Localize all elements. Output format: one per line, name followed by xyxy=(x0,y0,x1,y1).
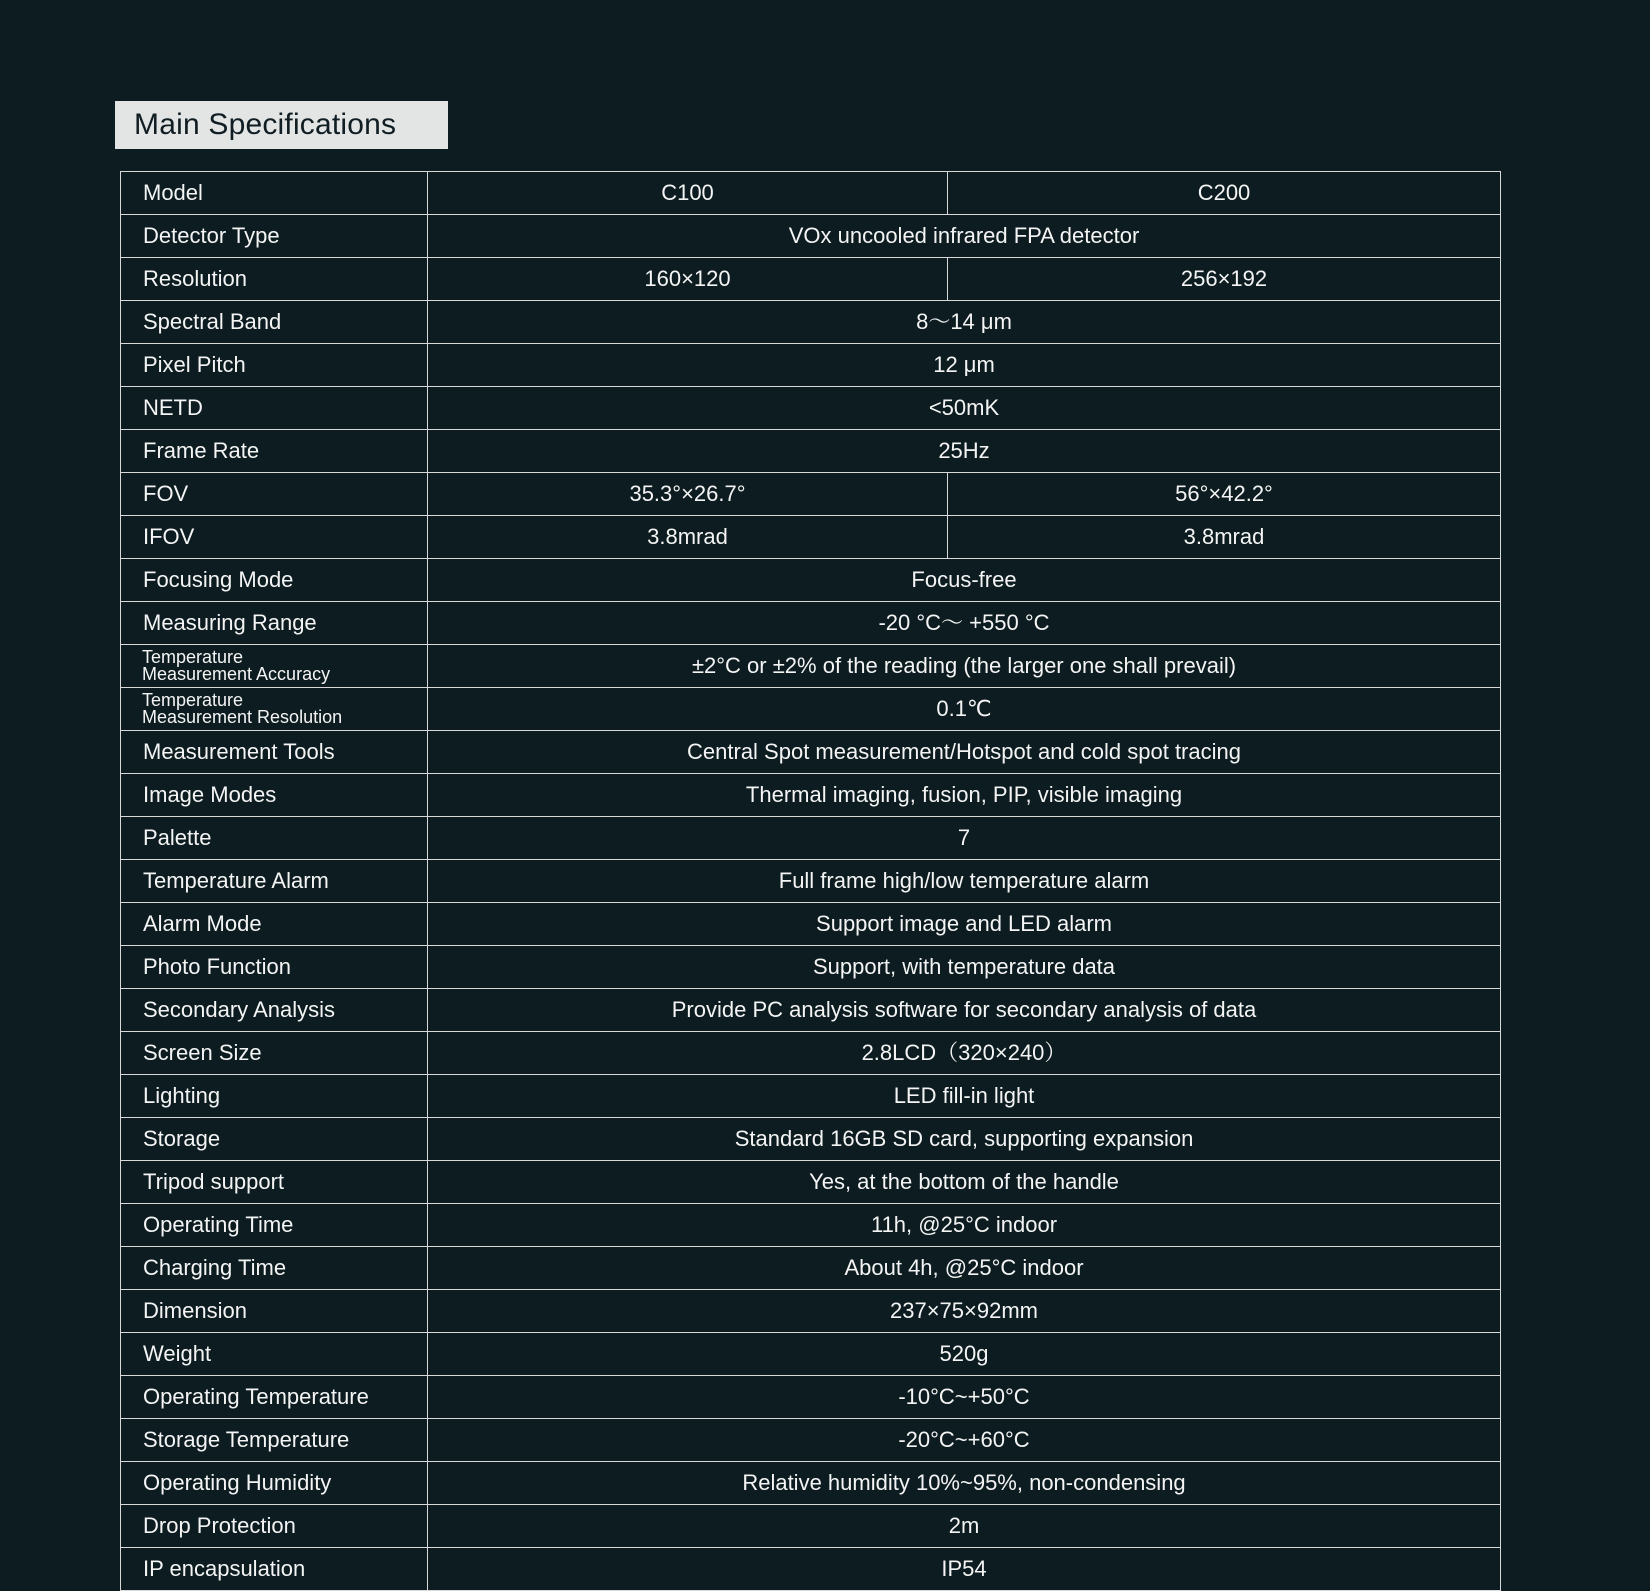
table-row-fov xyxy=(121,473,1501,516)
row-label: Spectral Band xyxy=(121,301,428,344)
row-value: Relative humidity 10%~95%, non-condensing xyxy=(428,1462,1501,1505)
row-value: IP54 xyxy=(428,1548,1501,1591)
table-row-weight xyxy=(121,1333,1501,1376)
table-row-ip-encapsulation xyxy=(121,1548,1501,1591)
row-label: Resolution xyxy=(121,258,428,301)
spec-table xyxy=(120,171,1501,1591)
row-label: Photo Function xyxy=(121,946,428,989)
table-row-detector-type xyxy=(121,215,1501,258)
row-value: Focus-free xyxy=(428,559,1501,602)
row-value: About 4h, @25°C indoor xyxy=(428,1247,1501,1290)
fov-c100: 35.3°×26.7° xyxy=(428,473,948,516)
row-value: 7 xyxy=(428,817,1501,860)
row-label: Tripod support xyxy=(121,1161,428,1204)
row-value: LED fill-in light xyxy=(428,1075,1501,1118)
row-label: Measuring Range xyxy=(121,602,428,645)
table-row-model xyxy=(121,172,1501,215)
table-row-image-modes xyxy=(121,774,1501,817)
table-row-tripod-support xyxy=(121,1161,1501,1204)
row-value: 12 μm xyxy=(428,344,1501,387)
row-value: 520g xyxy=(428,1333,1501,1376)
row-value: -20 °C～ +550 °C xyxy=(428,602,1501,645)
row-label: Dimension xyxy=(121,1290,428,1333)
row-value: VOx uncooled infrared FPA detector xyxy=(428,215,1501,258)
row-value: Support, with temperature data xyxy=(428,946,1501,989)
row-value: Full frame high/low temperature alarm xyxy=(428,860,1501,903)
row-label: Drop Protection xyxy=(121,1505,428,1548)
table-row-charging-time xyxy=(121,1247,1501,1290)
row-value: 2.8LCD（320×240） xyxy=(428,1032,1501,1075)
row-label: FOV xyxy=(121,473,428,516)
row-value: -20°C~+60°C xyxy=(428,1419,1501,1462)
row-label: Detector Type xyxy=(121,215,428,258)
row-value: 237×75×92mm xyxy=(428,1290,1501,1333)
row-value: <50mK xyxy=(428,387,1501,430)
row-label: Focusing Mode xyxy=(121,559,428,602)
row-label: Charging Time xyxy=(121,1247,428,1290)
page-title: Main Specifications xyxy=(134,108,397,141)
row-value: 11h, @25°C indoor xyxy=(428,1204,1501,1247)
row-label: IP encapsulation xyxy=(121,1548,428,1591)
row-value: Thermal imaging, fusion, PIP, visible imaging xyxy=(428,774,1501,817)
table-row-ifov xyxy=(121,516,1501,559)
row-label: Lighting xyxy=(121,1075,428,1118)
row-label: Storage xyxy=(121,1118,428,1161)
row-label-two-line xyxy=(121,688,428,731)
row-value: 0.1℃ xyxy=(428,688,1501,731)
table-row-secondary-analysis xyxy=(121,989,1501,1032)
table-row-temperature-alarm xyxy=(121,860,1501,903)
row-value: 8～14 μm xyxy=(428,301,1501,344)
table-row-spectral-band xyxy=(121,301,1501,344)
table-row-temperature-accuracy xyxy=(121,645,1501,688)
row-value: Standard 16GB SD card, supporting expansion xyxy=(428,1118,1501,1161)
row-label-line1: Temperature xyxy=(142,689,244,710)
table-row-temperature-resolution xyxy=(121,688,1501,731)
row-label: Operating Humidity xyxy=(121,1462,428,1505)
resolution-c200: 256×192 xyxy=(948,258,1501,301)
table-row-palette xyxy=(121,817,1501,860)
table-row-lighting xyxy=(121,1075,1501,1118)
section-title-box xyxy=(115,101,448,149)
row-label-line1: Temperature xyxy=(142,646,244,667)
row-value: Provide PC analysis software for secondary analysis of data xyxy=(428,989,1501,1032)
row-label: Operating Temperature xyxy=(121,1376,428,1419)
row-label: Temperature Alarm xyxy=(121,860,428,903)
table-row-pixel-pitch xyxy=(121,344,1501,387)
ifov-c100: 3.8mrad xyxy=(428,516,948,559)
model-c100: C100 xyxy=(428,172,948,215)
table-row-operating-time xyxy=(121,1204,1501,1247)
table-row-storage xyxy=(121,1118,1501,1161)
table-row-measurement-tools xyxy=(121,731,1501,774)
table-row-screen-size xyxy=(121,1032,1501,1075)
table-row-alarm-mode xyxy=(121,903,1501,946)
model-c200: C200 xyxy=(948,172,1501,215)
row-label-line2: Measurement Resolution xyxy=(142,707,343,727)
table-row-measuring-range xyxy=(121,602,1501,645)
row-value: Central Spot measurement/Hotspot and cold spot tracing xyxy=(428,731,1501,774)
table-row-drop-protection xyxy=(121,1505,1501,1548)
fov-c200: 56°×42.2° xyxy=(948,473,1501,516)
row-label: Alarm Mode xyxy=(121,903,428,946)
row-label: IFOV xyxy=(121,516,428,559)
row-label: Model xyxy=(121,172,428,215)
table-row-photo-function xyxy=(121,946,1501,989)
row-label-line2: Measurement Accuracy xyxy=(142,664,331,684)
table-row-storage-temperature xyxy=(121,1419,1501,1462)
row-value: 25Hz xyxy=(428,430,1501,473)
row-label: Frame Rate xyxy=(121,430,428,473)
resolution-c100: 160×120 xyxy=(428,258,948,301)
row-label: Weight xyxy=(121,1333,428,1376)
table-row-resolution xyxy=(121,258,1501,301)
table-row-netd xyxy=(121,387,1501,430)
table-row-dimension xyxy=(121,1290,1501,1333)
row-label-two-line xyxy=(121,645,428,688)
row-label: Screen Size xyxy=(121,1032,428,1075)
table-row-operating-temperature xyxy=(121,1376,1501,1419)
row-label: Pixel Pitch xyxy=(121,344,428,387)
row-label: Storage Temperature xyxy=(121,1419,428,1462)
table-row-focusing-mode xyxy=(121,559,1501,602)
row-label: Measurement Tools xyxy=(121,731,428,774)
row-value: -10°C~+50°C xyxy=(428,1376,1501,1419)
table-row-operating-humidity xyxy=(121,1462,1501,1505)
row-label: Operating Time xyxy=(121,1204,428,1247)
row-label: Image Modes xyxy=(121,774,428,817)
table-row-frame-rate xyxy=(121,430,1501,473)
row-value: Yes, at the bottom of the handle xyxy=(428,1161,1501,1204)
row-value: ±2°C or ±2% of the reading (the larger one shall prevail) xyxy=(428,645,1501,688)
row-label: NETD xyxy=(121,387,428,430)
ifov-c200: 3.8mrad xyxy=(948,516,1501,559)
row-label: Secondary Analysis xyxy=(121,989,428,1032)
row-value: Support image and LED alarm xyxy=(428,903,1501,946)
row-value: 2m xyxy=(428,1505,1501,1548)
row-label: Palette xyxy=(121,817,428,860)
